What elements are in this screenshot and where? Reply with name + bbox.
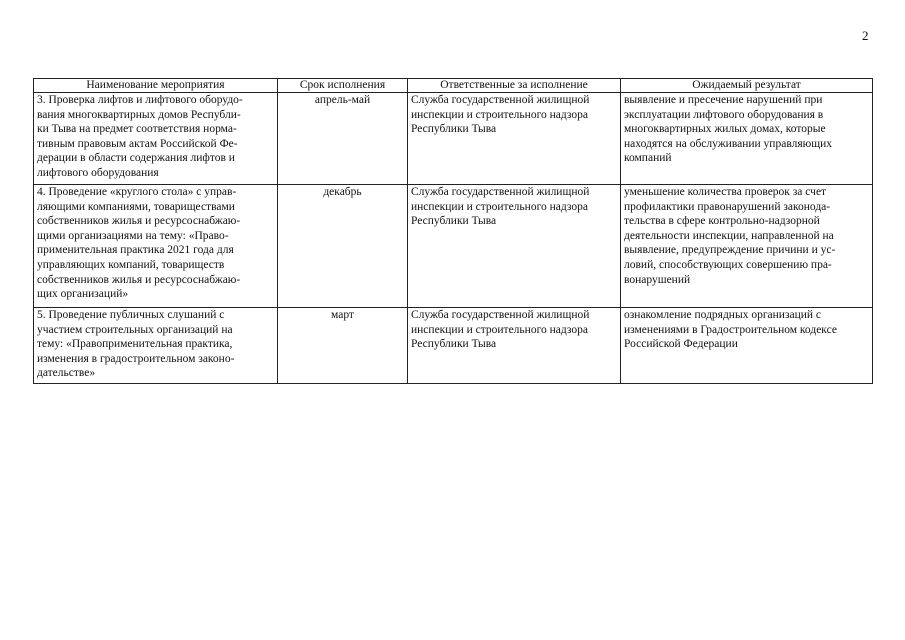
responsible-cell: Служба государственной жилищной инспекции и строительного надзора Республики Тыва: [408, 93, 621, 185]
event-name-cell: 3. Проверка лифтов и лифтового оборудо- вания многоквартирных домов Республи- ки Тыва на предмет соответствия норма- тивным правовым актам Российской Фе- дерации в области содержания лифтов и лифтового оборудования: [34, 93, 278, 185]
header-event-name: Наименование мероприятия: [34, 79, 278, 93]
header-responsible: Ответственные за исполнение: [408, 79, 621, 93]
table-header-row: [34, 79, 873, 93]
table-row: [34, 93, 873, 185]
expected-result-cell: ознакомление подрядных организаций с изменениями в Градостроительном кодексе Российской Федерации: [621, 308, 873, 384]
deadline-cell: март: [278, 308, 408, 384]
header-expected-result: Ожидаемый результат: [621, 79, 873, 93]
event-name-cell: 5. Проведение публичных слушаний с участием строительных организаций на тему: «Правоприменительная практика, изменения в градостроительном законо- дательстве»: [34, 308, 278, 384]
responsible-cell: Служба государственной жилищной инспекции и строительного надзора Республики Тыва: [408, 308, 621, 384]
deadline-cell: апрель-май: [278, 93, 408, 185]
expected-result-cell: уменьшение количества проверок за счет профилактики правонарушений законода- тельства в сфере контрольно-надзорной деятельности инспекции, направленной на выявление, предупреждение причини и ус- ловий, способствующих совершению пра- вонарушений: [621, 185, 873, 308]
responsible-cell: Служба государственной жилищной инспекции и строительного надзора Республики Тыва: [408, 185, 621, 308]
events-table: [33, 78, 873, 384]
expected-result-cell: выявление и пресечение нарушений при эксплуатации лифтового оборудования в многоквартирных жилых домах, которые находятся на обслуживании управляющих компаний: [621, 93, 873, 185]
header-deadline: Срок исполнения: [278, 79, 408, 93]
deadline-cell: декабрь: [278, 185, 408, 308]
page-number: 2: [862, 28, 869, 43]
table-row: [34, 308, 873, 384]
event-name-cell: 4. Проведение «круглого стола» с управ- ляющими компаниями, товариществами собственников жилья и ресурсоснабжаю- щими организациями на тему: «Право- применительная практика 2021 года для управляющих компаний, товариществ собственников жилья и ресурсоснабжаю- щих организаций»: [34, 185, 278, 308]
table-row: [34, 185, 873, 308]
